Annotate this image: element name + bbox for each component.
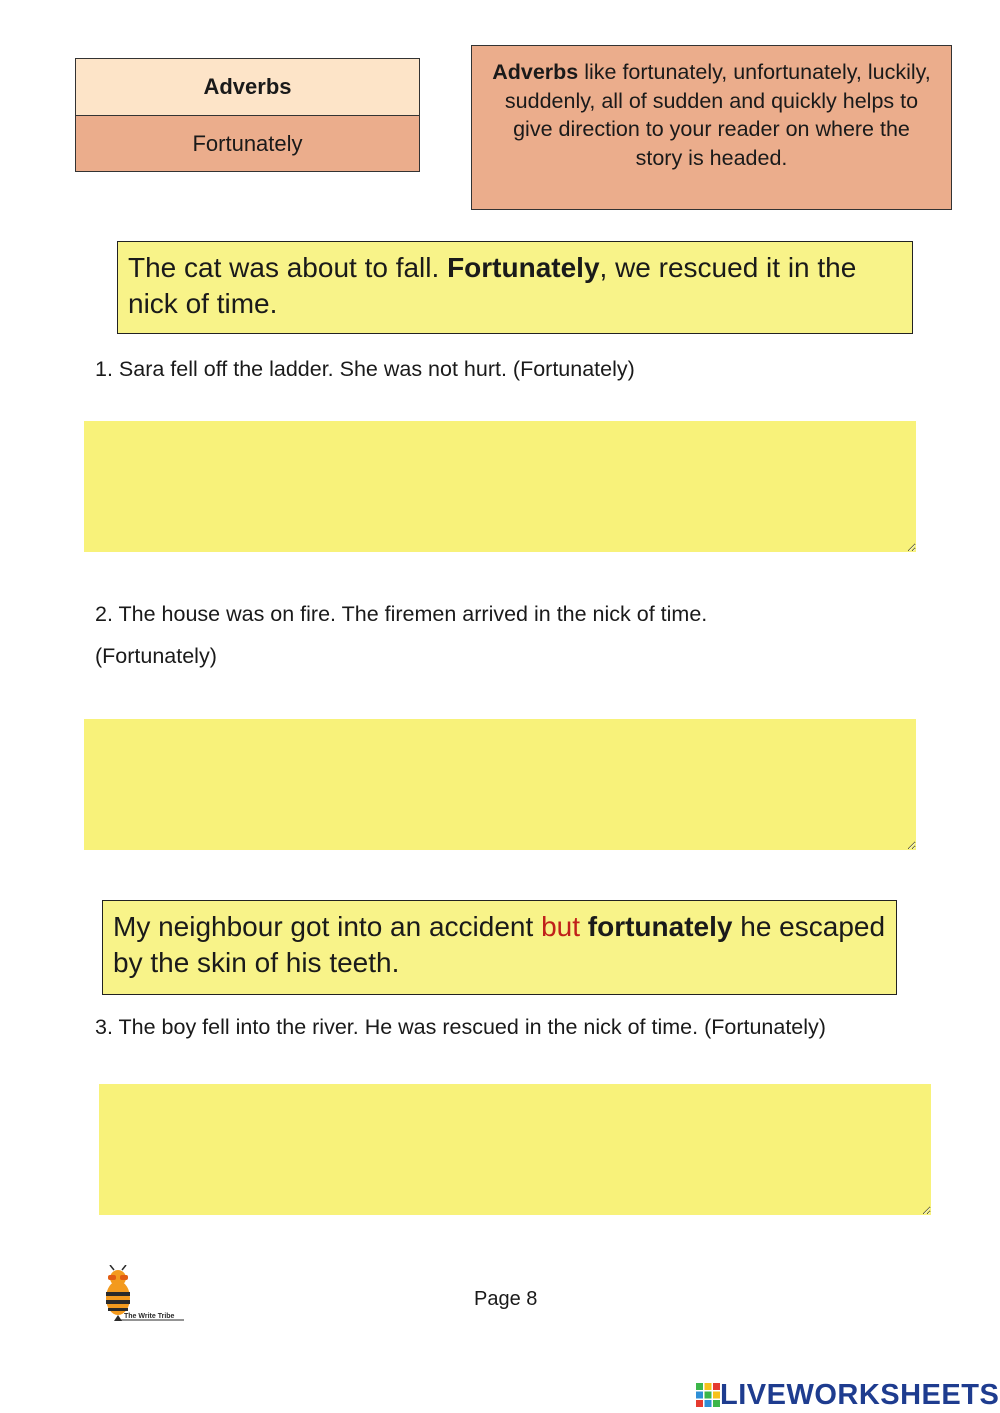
liveworksheets-logo-icon — [696, 1383, 720, 1407]
adverbs-info-box — [471, 45, 952, 210]
example-2-bold: fortunately — [587, 911, 733, 942]
question-2-line-1: 2. The house was on fire. The firemen arrived in the nick of time. — [95, 602, 708, 626]
answer-box-2[interactable] — [84, 719, 916, 850]
page-number: Page 8 — [474, 1288, 538, 1310]
question-3: 3. The boy fell into the river. He was rescued in the nick of time. (Fortunately) — [95, 1015, 826, 1039]
example-2-after: he escaped by the skin of his teeth. — [113, 911, 886, 978]
bee-logo-icon — [96, 1265, 188, 1327]
example-1-after: , we rescued it in the nick of time. — [128, 252, 857, 319]
example-sentence-1 — [117, 241, 913, 334]
liveworksheets-brand — [696, 1378, 999, 1412]
answer-box-1[interactable] — [84, 421, 916, 552]
adverb-table — [75, 58, 420, 172]
adverb-table-value: Fortunately — [76, 116, 419, 171]
adverb-table-header: Adverbs — [76, 59, 419, 116]
logo-text: The Write Tribe — [124, 1313, 175, 1320]
example-2-space — [580, 911, 588, 942]
example-2-red-word: but — [541, 911, 580, 942]
question-1: 1. Sara fell off the ladder. She was not hurt. (Fortunately) — [95, 357, 635, 381]
answer-box-3[interactable] — [99, 1084, 931, 1215]
example-2-before: My neighbour got into an accident — [113, 911, 542, 942]
example-1-before: The cat was about to fall. — [128, 252, 448, 283]
liveworksheets-text: LIVEWORKSHEETS — [720, 1378, 1000, 1411]
example-sentence-2 — [102, 900, 897, 995]
example-1-bold: Fortunately — [447, 252, 600, 283]
info-text: like fortunately, unfortunately, luckily, suddenly, all of sudden and quickly helps to give direction to your reader on where the story is headed. — [504, 60, 931, 170]
question-2-line-2: (Fortunately) — [95, 644, 217, 668]
info-bold-word: Adverbs — [492, 60, 579, 84]
